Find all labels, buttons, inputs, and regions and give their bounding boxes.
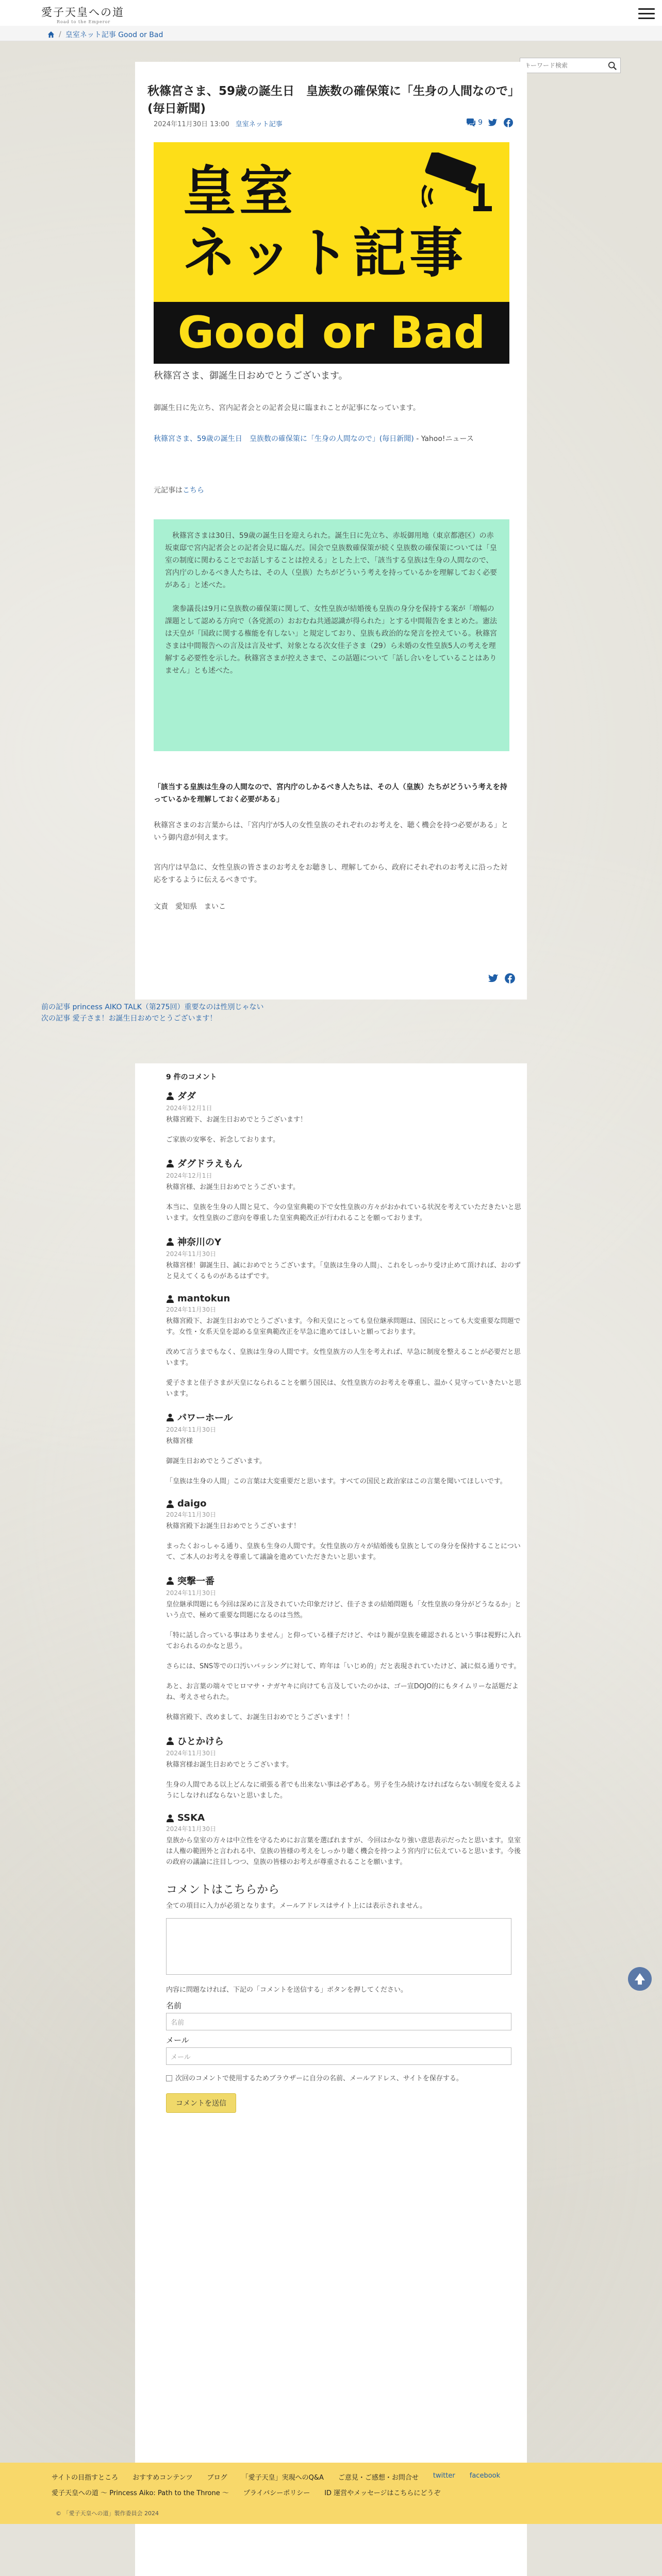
eyecatch-line2: ネット記事 xyxy=(183,222,467,284)
article-author: 文責 愛知県 まいこ xyxy=(154,903,226,911)
article-highlight: 「該当する皇族は生身の人間なので、宮内庁のしかるべき人たちは、その人（皇族）たちがどういう考えを持っているかを理解しておく必要がある」 xyxy=(154,783,507,804)
comment-paragraph: 「皇族は生身の人間」この言葉は大変重要だと思います。すべての国民と政治家はこの言葉を聞いてほしいです。 xyxy=(166,1478,507,1485)
comment-author-name: ダグドラえもん xyxy=(177,1159,242,1170)
security-camera-icon xyxy=(422,152,499,214)
twitter-icon[interactable] xyxy=(488,973,499,984)
search-input[interactable] xyxy=(520,58,603,73)
next-post-label: 次の記事 xyxy=(41,1014,70,1023)
source-prefix: 元記事は xyxy=(154,486,183,495)
article-date: 2024年11月30日 13:00 xyxy=(154,121,229,128)
comments-section xyxy=(135,1063,527,2576)
submit-comment-button[interactable]: コメントを送信 xyxy=(166,2093,236,2113)
search-box xyxy=(520,58,621,73)
comment-item xyxy=(166,1089,522,1145)
user-icon xyxy=(166,1238,174,1246)
name-field[interactable]: 名前 xyxy=(166,2013,511,2030)
comment-author-name: ひとかけら xyxy=(177,1736,224,1747)
share-bottom xyxy=(488,973,516,984)
comments-icon[interactable] xyxy=(466,117,476,128)
comment-date[interactable]: 2024年11月30日 xyxy=(166,1306,217,1313)
comment-paragraph: 愛子さまと佳子さまが天皇になられることを願う国民は、女性皇族方のお考えを尊重し、温かく見守っていきたいと思います。 xyxy=(166,1379,522,1398)
comment-author xyxy=(166,1157,522,1170)
comment-paragraph: 改めて言うまでもなく、皇族は生身の人間です。女性皇族方の人生を考えれば、早急に制度を整えることが必要だと思います。 xyxy=(166,1348,521,1367)
comment-author-name: SSKA xyxy=(177,1812,205,1823)
footer-link[interactable]: 「愛子天皇」実現へのQ&A xyxy=(241,2474,324,2482)
comment-body xyxy=(166,1114,522,1145)
breadcrumb-separator: / xyxy=(59,30,61,39)
comment-list xyxy=(166,1089,522,1868)
comment-paragraph: 皇族から皇室の方々は中立性を守るためにお言葉を選ばれますが、今回はかなり強い意思表示だったと思います。皇室は人権の範囲外と言われる中、皇族の皆様の考えをしっかり聴く機会を持つよう宮内庁に伝えていると思います。今後の政府の議論に注目しつつ、皇族の皆様のお考えが尊重されることを願います。 xyxy=(166,1837,521,1866)
comment-paragraph: 秋篠宮殿下、お誕生日おめでとうございます！ xyxy=(166,1116,307,1124)
prev-post[interactable] xyxy=(41,1002,264,1013)
comment-body xyxy=(166,1316,522,1399)
article-paragraph: 宮内庁は早急に、女性皇族の皆さまのお考えをお聴きし、理解してから、政府にそれぞれのお考えに沿った対応をするように伝えるべきです。 xyxy=(154,863,507,884)
comment-author-name: daigo xyxy=(177,1498,207,1509)
comment-paragraph: 「特に話し合っている事はありません」と仰っている様子だけど、やはり親が皇族を確認されるという事は視野に入れておられるのかなと思う。 xyxy=(166,1632,522,1650)
comment-body xyxy=(166,1521,522,1563)
comment-item xyxy=(166,1498,522,1563)
name-label: 名前 xyxy=(166,2001,182,2010)
logo-sub-text: Road to the Emperor xyxy=(57,20,111,24)
footer-link[interactable]: おすすめコンテンツ xyxy=(133,2474,193,2482)
user-icon xyxy=(166,1500,174,1508)
article-card xyxy=(135,62,527,999)
footer-link[interactable]: ID 運営やメッセージはこちらにどうぞ xyxy=(324,2489,441,2497)
arrow-up-icon xyxy=(628,1967,652,1991)
site-logo[interactable] xyxy=(41,4,139,27)
comment-paragraph: 秋篠宮殿下、お誕生日おめでとうございます。今和天皇にとっても皇位継承問題は、国民にとっても大変重要な問題です。女性・女系天皇を認める皇室典範改正を早急に進めてほしいと願っております。 xyxy=(166,1317,521,1336)
eyecatch-line3: Good or Bad xyxy=(177,307,486,359)
facebook-icon[interactable] xyxy=(503,117,514,128)
footer-links-row1 xyxy=(52,2472,500,2482)
save-info-checkbox[interactable] xyxy=(166,2075,172,2081)
comment-form-hint: 内容に問題なければ、下記の「コメントを送信する」ボタンを押してください。 xyxy=(166,1986,408,1994)
footer-link[interactable]: プライバシーポリシー xyxy=(243,2489,310,2497)
comment-item xyxy=(166,1293,522,1399)
comment-item xyxy=(166,1812,522,1868)
comment-author-name: mantokun xyxy=(177,1293,230,1304)
comment-date[interactable]: 2024年12月1日 xyxy=(166,1172,212,1179)
next-post-title[interactable]: 愛子さま！お誕生日おめでとうございます！ xyxy=(72,1014,217,1023)
comment-body xyxy=(166,1260,522,1282)
comment-textarea[interactable] xyxy=(166,1918,511,1975)
comment-author-name: ダダ xyxy=(177,1091,196,1102)
comment-paragraph: さらには、SNS等での口汚いバッシングに対して、昨年は「いじめ的」だと表現されていたけど、誠に似る通りです。 xyxy=(166,1663,521,1670)
comment-paragraph: 皇位継承問題にも今回は深めに言及されていた印象だけど、佳子さまの結婚問題も「女性皇族の身分がどうなるか」という点で、極めて重要な問題になるのは当然。 xyxy=(166,1601,522,1619)
comment-body xyxy=(166,1599,522,1723)
comment-date[interactable]: 2024年11月30日 xyxy=(166,1250,217,1258)
comment-count[interactable]: 9 xyxy=(478,118,483,127)
footer-link[interactable]: ブログ xyxy=(207,2474,227,2482)
news-link-suffix: - Yahoo!ニュース xyxy=(413,435,474,443)
next-post[interactable] xyxy=(41,1013,264,1024)
comments-count: 9 件のコメント xyxy=(166,1073,217,1081)
comment-form-note: 全ての項目に入力が必須となります。メールアドレスはサイト上には表示されません。 xyxy=(166,1902,427,1910)
comment-paragraph: あと、お言葉の端々でヒロマサ・ナガヤキに向けても言及していたのかは、ゴー宣DOJO的にもタイムリーな話題だよね、考えさせられた。 xyxy=(166,1683,519,1701)
logo-main-text: 愛子天皇への道 xyxy=(41,6,124,19)
comment-paragraph: 秋篠宮様お誕生日おめでとうございます。 xyxy=(166,1761,293,1769)
save-info-row xyxy=(166,2073,522,2084)
menu-icon[interactable] xyxy=(638,8,655,22)
comment-paragraph: 秋篠宮様、お誕生日おめでとうございます。 xyxy=(166,1183,300,1191)
comment-author xyxy=(166,1089,522,1103)
footer-link[interactable]: サイトの目指すところ xyxy=(52,2474,119,2482)
quote-paragraph-2: 衆参議長は9月に皇族数の確保策に関して、女性皇族が結婚後も皇族の身分を保持する案が「増幅の課題として認める方向で（各党派の）おおむね共通認識が得られた」とする中間報告をまとめた。憲法は天皇が「国政に関する権能を有しない」と規定しており、皇族も政治的な発言を控えている。秋篠宮さまは中間報告への言及は言及せず、対象となる次女佳子さま（29）ら未婚の女性皇族5人の考えを理解する必要性を示した。秋篠宮さまが控えさまで、この話題について「話し合いをしていることはありません」とも述べた。 xyxy=(165,605,497,675)
comment-author-name: パワーホール xyxy=(177,1413,233,1423)
article-category-link[interactable]: 皇室ネット記事 xyxy=(235,121,283,128)
search-icon[interactable] xyxy=(608,61,617,71)
comment-paragraph: 秋篠宮殿下お誕生日おめでとうございます！ xyxy=(166,1522,301,1530)
comment-paragraph: ご家族の安寧を、祈念しております。 xyxy=(166,1136,279,1144)
site-footer xyxy=(0,2463,662,2524)
user-icon xyxy=(166,1577,174,1585)
user-icon xyxy=(166,1814,174,1822)
news-link[interactable]: 秋篠宮さま、59歳の誕生日 皇族数の確保策に「生身の人間なので」(毎日新聞) xyxy=(154,435,414,443)
article-paragraph: 秋篠宮さまのお言葉からは、「宮内庁が5人の女性皇族のそれぞれのお考えを、聴く機会を持つ必要がある」という御内意が伺えます。 xyxy=(154,821,508,842)
comment-author xyxy=(166,1734,522,1748)
comment-paragraph: 秋篠宮様 xyxy=(166,1437,193,1445)
comment-date[interactable]: 2024年11月30日 xyxy=(166,1589,217,1597)
comment-author xyxy=(166,1411,522,1424)
email-field[interactable]: メール xyxy=(166,2047,511,2065)
prev-post-title[interactable]: princess AIKO TALK（第275回）重要なのは性別じゃない xyxy=(72,1003,264,1011)
comment-body xyxy=(166,1436,522,1487)
user-icon xyxy=(166,1295,174,1303)
article-source-line xyxy=(154,433,509,445)
comment-paragraph: 秋篠宮殿下、改めまして、お誕生日おめでとうございます！！ xyxy=(166,1714,354,1721)
comment-item xyxy=(166,1157,522,1224)
eyecatch-line1: 皇室 xyxy=(183,160,296,223)
article-quote-box xyxy=(154,519,509,751)
back-to-top-button[interactable] xyxy=(628,1967,652,1991)
footer-link[interactable]: ご意見・ご感想・お問合せ xyxy=(338,2474,419,2482)
home-icon[interactable] xyxy=(47,31,55,38)
comment-date[interactable]: 2024年11月30日 xyxy=(166,1825,217,1833)
share-top xyxy=(466,117,514,128)
source-line xyxy=(154,484,509,497)
comment-form-title: コメントはこちらから xyxy=(166,1884,280,1896)
comment-body xyxy=(166,1835,522,1868)
user-icon xyxy=(166,1737,174,1745)
twitter-icon[interactable] xyxy=(488,117,498,128)
comment-author xyxy=(166,1498,522,1509)
comment-item xyxy=(166,1574,522,1723)
user-icon xyxy=(166,1092,174,1100)
breadcrumb-category-link[interactable]: 皇室ネット記事 Good or Bad xyxy=(65,31,163,39)
post-navigation xyxy=(41,1002,264,1024)
article-meta xyxy=(154,118,283,128)
comment-date[interactable]: 2024年11月30日 xyxy=(166,1511,217,1518)
comment-item xyxy=(166,1734,522,1801)
comment-paragraph: 本当に、皇族を生身の人間と見て、今の皇室典範の下で女性皇族の方々がおかれている状況を考えていただきたいと思います。女性皇族のご意向を尊重した皇室典範改正が行われることを願っております。 xyxy=(166,1204,521,1222)
user-icon xyxy=(166,1413,174,1421)
comment-body xyxy=(166,1182,522,1224)
footer-copyright: © 「愛子天皇への道」製作委員会 2024 xyxy=(56,2510,159,2517)
article-lead: 秋篠宮さま、御誕生日おめでとうございます。 xyxy=(154,370,348,381)
save-info-label: 次回のコメントで使用するためブラウザーに自分の名前、メールアドレス、サイトを保存する。 xyxy=(175,2075,463,2082)
source-link[interactable]: こちら xyxy=(183,486,204,495)
facebook-icon[interactable] xyxy=(504,973,516,984)
comment-paragraph: まったくおっしゃる通り、皇族も生身の人間です。女性皇族の方々が結婚後も皇族としての身分を保持することについて、ご本人のお考えを尊重して議論を進めていただきたいと思います。 xyxy=(166,1543,521,1561)
comment-paragraph: 御誕生日おめでとうございます。 xyxy=(166,1458,266,1465)
comment-author xyxy=(166,1812,522,1823)
user-icon xyxy=(166,1159,174,1167)
comment-author xyxy=(166,1574,522,1587)
comment-author-name: 神奈川のY xyxy=(177,1237,222,1248)
comment-item xyxy=(166,1411,522,1487)
comment-paragraph: 生身の人間である以上どんなに頑張る者でも出来ない事は必ずある。男子を生み続けなければならない制度を変えるようにしなければならないと思いました。 xyxy=(166,1781,522,1800)
comment-author xyxy=(166,1293,522,1304)
eyecatch-image xyxy=(154,142,509,364)
footer-link[interactable]: facebook xyxy=(469,2472,501,2480)
comment-author-name: 突撃一番 xyxy=(177,1576,214,1587)
comment-paragraph: 秋篠宮様！御誕生日、誠におめでとうございます。「皇族は生身の人間」、これをしっかり受け止めて頂ければ、おのずと見えてくるものがあるはずです。 xyxy=(166,1262,521,1280)
comment-author xyxy=(166,1235,522,1248)
article-title: 秋篠宮さま、59歳の誕生日 皇族数の確保策に「生身の人間なので」(毎日新聞) xyxy=(147,84,514,115)
email-label: メール xyxy=(166,2036,189,2045)
comment-date[interactable]: 2024年11月30日 xyxy=(166,1426,217,1433)
footer-link[interactable]: twitter xyxy=(433,2472,455,2480)
prev-post-label: 前の記事 xyxy=(41,1003,70,1011)
comment-date[interactable]: 2024年12月1日 xyxy=(166,1105,212,1112)
footer-link[interactable]: 愛子天皇への道 ～ Princess Aiko: Path to the Throne ～ xyxy=(52,2489,229,2497)
quote-paragraph-1: 秋篠宮さまは30日、59歳の誕生日を迎えられた。誕生日に先立ち、赤坂御用地（東京都港区）の赤坂東邸で宮内記者会との記者会見に臨んだ。国会で皇族数確保策が続く皇族数の確保策については「皇室の制度に関わることでお話しすることは控える」とした上で、「該当する皇族は生身の人間なので、宮内庁のしかるべき人たちは、その人（皇族）たちがどういう考えを持っているかを理解しておく必要がある」と述べた。 xyxy=(165,532,497,589)
breadcrumb xyxy=(0,26,662,41)
article-paragraph: 御誕生日に先立ち、宮内記者会との記者会見に臨まれことが記事になっています。 xyxy=(154,404,420,412)
comment-date[interactable]: 2024年11月30日 xyxy=(166,1750,217,1757)
comment-item xyxy=(166,1235,522,1282)
footer-links-row2 xyxy=(52,2487,440,2497)
comment-body xyxy=(166,1759,522,1801)
